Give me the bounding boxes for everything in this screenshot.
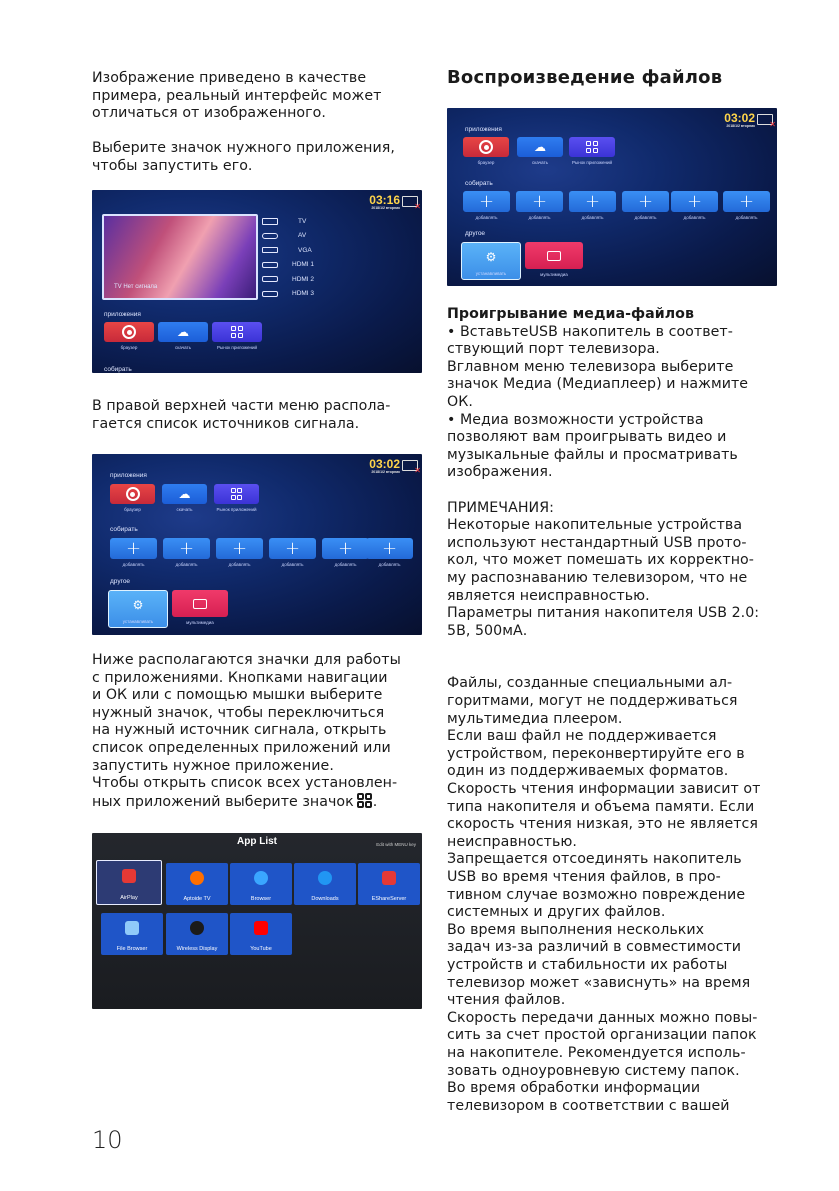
text-line: с приложениями. Кнопками навигации xyxy=(92,669,388,686)
av-icon xyxy=(262,233,278,239)
app-tile-app-store[interactable]: Рынок приложений xyxy=(214,484,259,504)
app-list-screenshot xyxy=(92,833,422,1009)
eshare-icon xyxy=(382,871,396,885)
edit-hint: Edit with MENU key xyxy=(376,842,416,847)
clock: 03:16 2018/1/2 вторник xyxy=(369,193,400,210)
plus-icon: + xyxy=(478,190,495,212)
text-line: задач из-за различий в совместимости xyxy=(447,939,742,956)
add-favorite-tile[interactable]: + добавлять xyxy=(463,191,510,212)
plus-icon: + xyxy=(381,537,398,559)
text-line: значок Медиа (Медиаплеер) и нажмите xyxy=(447,376,749,393)
right-column xyxy=(447,66,779,108)
hdmi-icon xyxy=(262,276,278,282)
section-label-apps: приложения xyxy=(110,472,147,479)
section-label-other: другое xyxy=(110,578,131,585)
text-line: • ВставьтеUSB накопитель в соответ- xyxy=(447,323,733,340)
multimedia-tile[interactable]: мультимедиа xyxy=(172,590,228,617)
add-favorite-tile[interactable]: + добавлять xyxy=(216,538,263,559)
text-line: и ОК или с помощью мышки выберите xyxy=(92,687,383,704)
source-item-vga[interactable]: VGA xyxy=(262,243,322,258)
source-list xyxy=(262,214,322,301)
left-column xyxy=(92,70,424,176)
airplay-icon xyxy=(122,869,136,883)
media-paragraph xyxy=(447,306,787,1115)
text-line: телевизор может «зависнуть» на время xyxy=(447,974,751,991)
text-line: системных и других файлов. xyxy=(447,904,666,921)
cloud-download-icon: ☁ xyxy=(178,487,191,501)
text-line: чтобы запустить его. xyxy=(92,157,253,174)
text-line: Во время обработки информации xyxy=(447,1080,701,1097)
aptoide-icon xyxy=(190,871,204,885)
hdmi-icon xyxy=(262,262,278,268)
tv-home-screenshot-media xyxy=(447,108,777,286)
tv-icon xyxy=(262,218,278,225)
section-label-apps: приложения xyxy=(465,126,502,133)
text-line: чтения файлов. xyxy=(447,992,566,1009)
section-label-collect: собирать xyxy=(104,366,132,373)
clock: 03:02 2018/1/2 вторник xyxy=(369,457,400,474)
text-line: ствующий порт телевизора. xyxy=(447,341,660,358)
notes-title: ПРИМЕЧАНИЯ: xyxy=(447,499,554,516)
text-line: • Медиа возможности устройства xyxy=(447,411,704,428)
text-line: Скорость передачи данных можно повы- xyxy=(447,1009,758,1026)
browser-icon xyxy=(126,487,140,501)
text-line: запустить нужное приложение. xyxy=(92,757,334,774)
text-line: USB во время чтения файлов, в про- xyxy=(447,869,721,885)
app-tile-download[interactable]: ☁ скачать xyxy=(517,137,563,157)
tv-home-screenshot xyxy=(92,454,422,635)
text-line: скорость чтения низкая, это не является xyxy=(447,816,758,833)
browser-icon xyxy=(122,325,136,339)
text-line: используют нестандартный USB прото- xyxy=(447,534,747,551)
source-item-hdmi2[interactable]: HDMI 2 xyxy=(262,272,322,287)
app-tile-download[interactable]: ☁ скачать xyxy=(158,322,208,342)
section-label-collect: собирать xyxy=(465,180,493,187)
cloud-download-icon: ☁ xyxy=(534,140,546,154)
app-aptoide-tv[interactable]: Aptoide TV xyxy=(166,863,228,905)
network-disconnected-icon: ✕ xyxy=(402,460,418,471)
text-line: му распознаванию телевизором, что не xyxy=(447,569,748,586)
text-line: Запрещается отсоединять накопитель xyxy=(447,851,742,868)
text-line: мультимедиа плеером. xyxy=(447,710,623,727)
plus-icon: + xyxy=(231,537,248,559)
app-tile-app-store[interactable]: Рынок приложений xyxy=(212,322,262,342)
globe-icon xyxy=(254,871,268,885)
add-favorite-tile[interactable]: + добавлять xyxy=(163,538,210,559)
add-favorite-tile[interactable]: + добавлять xyxy=(671,191,718,212)
plus-icon: + xyxy=(584,190,601,212)
plus-icon: + xyxy=(284,537,301,559)
app-browser[interactable]: Browser xyxy=(230,863,292,905)
text-line: музыкальные файлы и просматривать xyxy=(447,446,738,463)
text-line: Параметры питания накопителя USB 2.0: xyxy=(447,605,760,622)
add-favorite-tile[interactable]: + добавлять xyxy=(110,538,157,559)
plus-icon: + xyxy=(531,190,548,212)
text-line: В правой верхней части меню распола- xyxy=(92,398,391,414)
text-line: нужный значок, чтобы переключиться xyxy=(92,704,385,721)
app-grid-icon xyxy=(231,326,243,338)
text-line: горитмами, могут не поддерживаться xyxy=(447,693,738,710)
settings-tile[interactable]: ⚙ устанавливать xyxy=(461,242,521,280)
text-line: Файлы, созданные специальными ал- xyxy=(447,675,733,692)
text-line: позволяют вам проигрывать видео и xyxy=(447,429,727,446)
text-line: тивном случае возможно повреждение xyxy=(447,886,746,903)
text-line: Скорость чтения информации зависит от xyxy=(447,781,761,798)
text-line: устройством, переконвертируйте его в xyxy=(447,745,745,762)
gear-icon: ⚙ xyxy=(132,598,144,612)
section-label-collect: собирать xyxy=(110,526,138,533)
text-line: зовать одноуровневую систему папок. xyxy=(447,1062,740,1079)
cloud-download-icon: ☁ xyxy=(177,325,189,339)
text-line: типа накопителя и объема памяти. Если xyxy=(447,798,755,815)
app-grid-icon xyxy=(231,488,243,500)
page-number: 10 xyxy=(92,1126,123,1154)
text-line: является неисправностью. xyxy=(447,587,650,604)
sources-paragraph xyxy=(92,398,424,433)
text-line: Некоторые накопительные устройства xyxy=(447,517,743,534)
app-tile-app-store[interactable]: Рынок приложений xyxy=(569,137,615,157)
text-line: отличаться от изображенного. xyxy=(92,105,326,122)
app-list-title: App List xyxy=(237,836,277,847)
source-item-av[interactable]: AV xyxy=(262,229,322,244)
download-icon xyxy=(318,871,332,885)
add-favorite-tile[interactable]: + добавлять xyxy=(516,191,563,212)
text-line: на накопителе. Рекомендуется исполь- xyxy=(447,1044,746,1061)
text-line: ОК. xyxy=(447,393,473,410)
section-label-apps: приложения xyxy=(104,311,141,318)
apps-paragraph xyxy=(92,652,424,811)
youtube-icon xyxy=(254,921,268,935)
clock: 03:02 2018/1/2 вторник xyxy=(724,111,755,128)
add-favorite-tile[interactable]: + добавлять xyxy=(366,538,413,559)
app-tile-browser[interactable]: браузер xyxy=(463,137,509,157)
app-tile-download[interactable]: ☁ скачать xyxy=(162,484,207,504)
text-line: сить за счет простой организации папок xyxy=(447,1027,757,1044)
app-downloads[interactable]: Downloads xyxy=(294,863,356,905)
add-favorite-tile[interactable]: + добавлять xyxy=(269,538,316,559)
app-youtube[interactable]: YouTube xyxy=(230,913,292,955)
wifi-icon xyxy=(190,921,204,935)
text-line: ных приложений выберите значок . xyxy=(92,793,378,810)
tv-caption: TV Нет сигнала xyxy=(114,284,158,290)
add-favorite-tile[interactable]: + добавлять xyxy=(723,191,770,212)
section-label-other: другое xyxy=(465,230,486,237)
tv-home-sources-screenshot xyxy=(92,190,422,373)
text-line: неисправностью. xyxy=(447,833,577,850)
media-play-icon xyxy=(193,599,207,609)
text-line: 5В, 500мА. xyxy=(447,622,528,639)
add-favorite-tile[interactable]: + добавлять xyxy=(569,191,616,212)
plus-icon: + xyxy=(738,190,755,212)
text-line: список определенных приложений или xyxy=(92,739,391,756)
app-wireless-display[interactable]: Wireless Display xyxy=(166,913,228,955)
network-disconnected-icon: ✕ xyxy=(402,196,418,207)
text-line: телевизором в соответствии с вашей xyxy=(447,1097,730,1114)
text-line: изображения. xyxy=(447,464,553,481)
media-play-icon xyxy=(547,251,561,261)
browser-icon xyxy=(479,140,493,154)
app-tile-browser[interactable]: браузер xyxy=(110,484,155,504)
hdmi-icon xyxy=(262,291,278,297)
text-line: кол, что может помешать их корректно- xyxy=(447,552,754,569)
app-grid-icon xyxy=(357,793,373,809)
app-grid-icon xyxy=(586,141,598,153)
text-line: Во время выполнения нескольких xyxy=(447,921,705,938)
network-disconnected-icon: ✕ xyxy=(757,114,773,125)
section-title: Воспроизведение файлов xyxy=(447,67,723,88)
vga-icon xyxy=(262,247,278,253)
plus-icon: + xyxy=(125,537,142,559)
text-line: на нужный источник сигнала, открыть xyxy=(92,722,387,739)
app-tile-browser[interactable]: браузер xyxy=(104,322,154,342)
plus-icon: + xyxy=(686,190,703,212)
app-eshareserver[interactable]: EShareServer xyxy=(358,863,420,905)
text-line: Вглавном меню телевизора выберите xyxy=(447,358,734,375)
settings-tile[interactable]: ⚙ устанавливать xyxy=(108,590,168,628)
text-line: Изображение приведено в качестве xyxy=(92,70,367,86)
source-item-tv[interactable]: TV xyxy=(262,214,322,229)
text-line: Чтобы открыть список всех установлен- xyxy=(92,775,398,792)
text-line: устройств и стабильности их работы xyxy=(447,956,728,973)
text-line: Если ваш файл не поддерживается xyxy=(447,728,717,745)
add-favorite-tile[interactable]: + добавлять xyxy=(622,191,669,212)
gear-icon: ⚙ xyxy=(485,250,497,264)
text-line: Выберите значок нужного приложения, xyxy=(92,140,395,157)
add-favorite-tile[interactable]: + добавлять xyxy=(322,538,369,559)
text-line: гается список источников сигнала. xyxy=(92,415,360,432)
plus-icon: + xyxy=(337,537,354,559)
app-airplay[interactable]: AirPlay xyxy=(96,860,162,905)
folder-icon xyxy=(125,921,139,935)
text-line: один из поддерживаемых форматов. xyxy=(447,763,729,780)
media-title: Проигрывание медиа-файлов xyxy=(447,306,695,322)
plus-icon: + xyxy=(178,537,195,559)
intro-paragraph xyxy=(92,70,424,176)
text-line: примера, реальный интерфейс может xyxy=(92,87,382,104)
text-line: Ниже располагаются значки для работы xyxy=(92,652,401,668)
multimedia-tile[interactable]: мультимедиа xyxy=(525,242,583,269)
source-item-hdmi1[interactable]: HDMI 1 xyxy=(262,258,322,273)
plus-icon: + xyxy=(637,190,654,212)
source-item-hdmi3[interactable]: HDMI 3 xyxy=(262,287,322,302)
app-file-browser[interactable]: File Browser xyxy=(101,913,163,955)
